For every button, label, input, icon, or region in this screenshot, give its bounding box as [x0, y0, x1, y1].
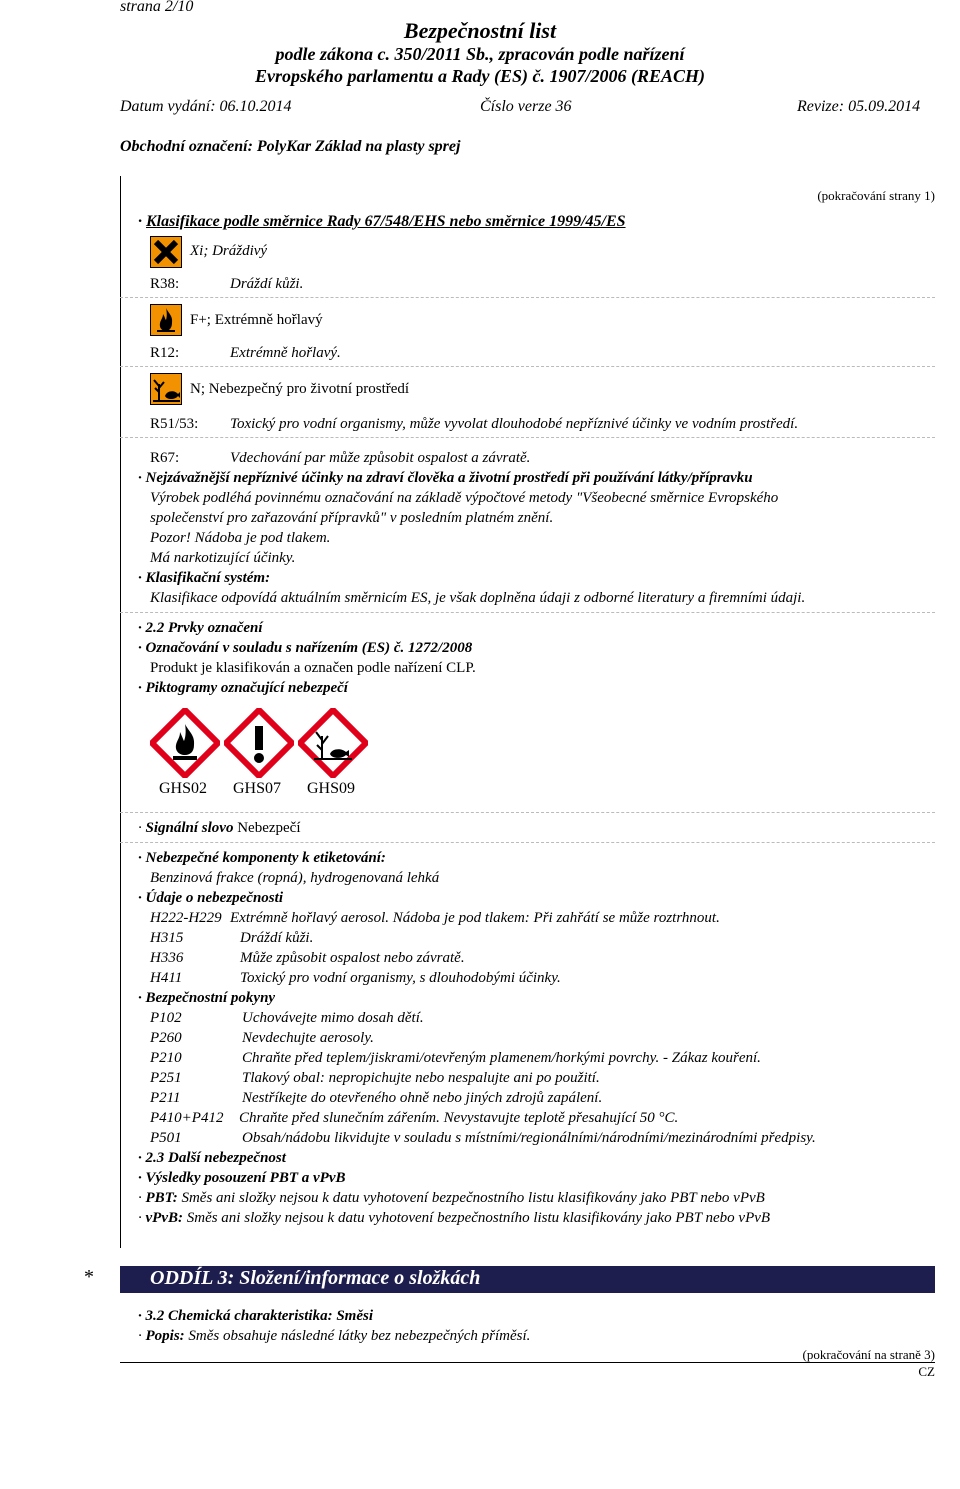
classification-heading: · Klasifikace podle směrnice Rady 67/548/EHS nebo směrnice 1999/45/ES [138, 213, 626, 230]
f-label: F+; Extrémně hořlavý [190, 312, 323, 328]
r38-text: Dráždí kůži. [230, 276, 304, 292]
section-2-3: · 2.3 Další nebezpečnost [138, 1150, 286, 1166]
document-subtitle-1: podle zákona c. 350/2011 Sb., zpracován podle nařízení [275, 44, 685, 64]
r67-text: Vdechování par může způsobit ospalost a závratě. [230, 450, 531, 466]
ghs07-exclamation-icon [224, 708, 294, 783]
ghs09-environment-icon [298, 708, 368, 783]
flame-icon [150, 304, 182, 336]
labelling-regulation: · Označování v souladu s nařízením (ES) č. 1272/2008 [138, 640, 473, 656]
divider [120, 812, 935, 813]
hazard-statements-heading: · Údaje o nebezpečnosti [138, 890, 283, 906]
divider [120, 297, 935, 298]
classification-system-heading: · Klasifikační systém: [138, 570, 271, 586]
r12-code: R12: [150, 345, 180, 361]
r5153-code: R51/53: [150, 416, 199, 432]
version-number: Číslo verze 36 [480, 98, 572, 115]
pbt-heading: · Výsledky posouzení PBT a vPvB [138, 1170, 346, 1186]
r67-code: R67: [150, 450, 180, 466]
r12-text: Extrémně hořlavý. [230, 345, 341, 361]
footer-rule [120, 1362, 935, 1363]
divider [120, 437, 935, 438]
environment-hazard-icon [150, 373, 182, 405]
revision-date: Revize: 05.09.2014 [797, 98, 921, 115]
change-marker: * [84, 1266, 94, 1288]
section-3-description: · Popis: Směs obsahuje následné látky bez nebezpečných příměsí. [138, 1328, 531, 1344]
r38-code: R38: [150, 276, 180, 292]
effects-line-4: Má narkotizující účinky. [150, 550, 296, 566]
document-title: Bezpečnostní list [403, 18, 557, 43]
pictogram-code: GHS02 [159, 780, 208, 797]
components-heading: · Nebezpečné komponenty k etiketování: [138, 850, 386, 866]
page-number: strana 2/10 [120, 0, 194, 15]
effects-line-2: společenství pro zařazování přípravků" v posledním platném znění. [150, 510, 554, 526]
signal-word: · Signální slovo Nebezpečí [138, 820, 301, 836]
pictogram-code: GHS07 [233, 780, 282, 797]
effects-heading: · Nejzávažnější nepříznivé účinky na zdraví člověka a životní prostředí při používání látky/přípravku [138, 470, 753, 486]
pictogram-code: GHS09 [307, 780, 356, 797]
issue-date: Datum vydání: 06.10.2014 [120, 98, 292, 115]
document-subtitle-2: Evropského parlamentu a Rady (ES) č. 1907/2006 (REACH) [254, 66, 706, 86]
precautions-heading: · Bezpečnostní pokyny [138, 990, 276, 1006]
n-label: N; Nebezpečný pro životní prostředí [190, 381, 410, 397]
vpvb-result: · vPvB: Směs ani složky nejsou k datu vyhotovení bezpečnostního listu klasifikovány jako PBT nebo vPvB [138, 1210, 771, 1226]
classification-system-text: Klasifikace odpovídá aktuálním směrnicím ES, je však doplněna údaji z odborné literatury a firemními údaji. [150, 590, 806, 606]
labelling-regulation-text: Produkt je klasifikován a označen podle nařízení CLP. [150, 660, 476, 676]
continued-to: (pokračování na straně 3) [802, 1347, 935, 1362]
divider [120, 612, 935, 613]
section-3-header: ODDÍL 3: Složení/informace o složkách [120, 1266, 935, 1293]
language-code: CZ [918, 1364, 935, 1379]
divider [120, 366, 935, 367]
xi-label: Xi; Dráždivý [190, 243, 268, 259]
pbt-result: · PBT: Směs ani složky nejsou k datu vyhotovení bezpečnostního listu klasifikovány jako PBT nebo vPvB [138, 1190, 765, 1206]
left-margin-rule [120, 176, 121, 1248]
pictograms-heading: · Piktogramy označující nebezpečí [138, 680, 348, 696]
divider [120, 842, 935, 843]
components-text: Benzinová frakce (ropná), hydrogenovaná lehká [150, 870, 440, 886]
trade-name: Obchodní označení: PolyKar Základ na plasty sprej [120, 138, 461, 155]
effects-line-1: Výrobek podléhá povinnému označování na základě výpočtové metody "Všeobecné směrnice Evropského [150, 490, 779, 506]
r5153-text: Toxický pro vodní organismy, může vyvolat dlouhodobé nepříznivé účinky ve vodním prostředí. [230, 416, 799, 432]
ghs02-flame-icon [150, 708, 220, 783]
section-3-2: · 3.2 Chemická charakteristika: Směsi [138, 1308, 374, 1324]
effects-line-3: Pozor! Nádoba je pod tlakem. [150, 530, 331, 546]
section-2-2: · 2.2 Prvky označení [138, 620, 263, 636]
xi-irritant-icon [150, 236, 182, 268]
continued-from: (pokračování strany 1) [817, 188, 935, 203]
